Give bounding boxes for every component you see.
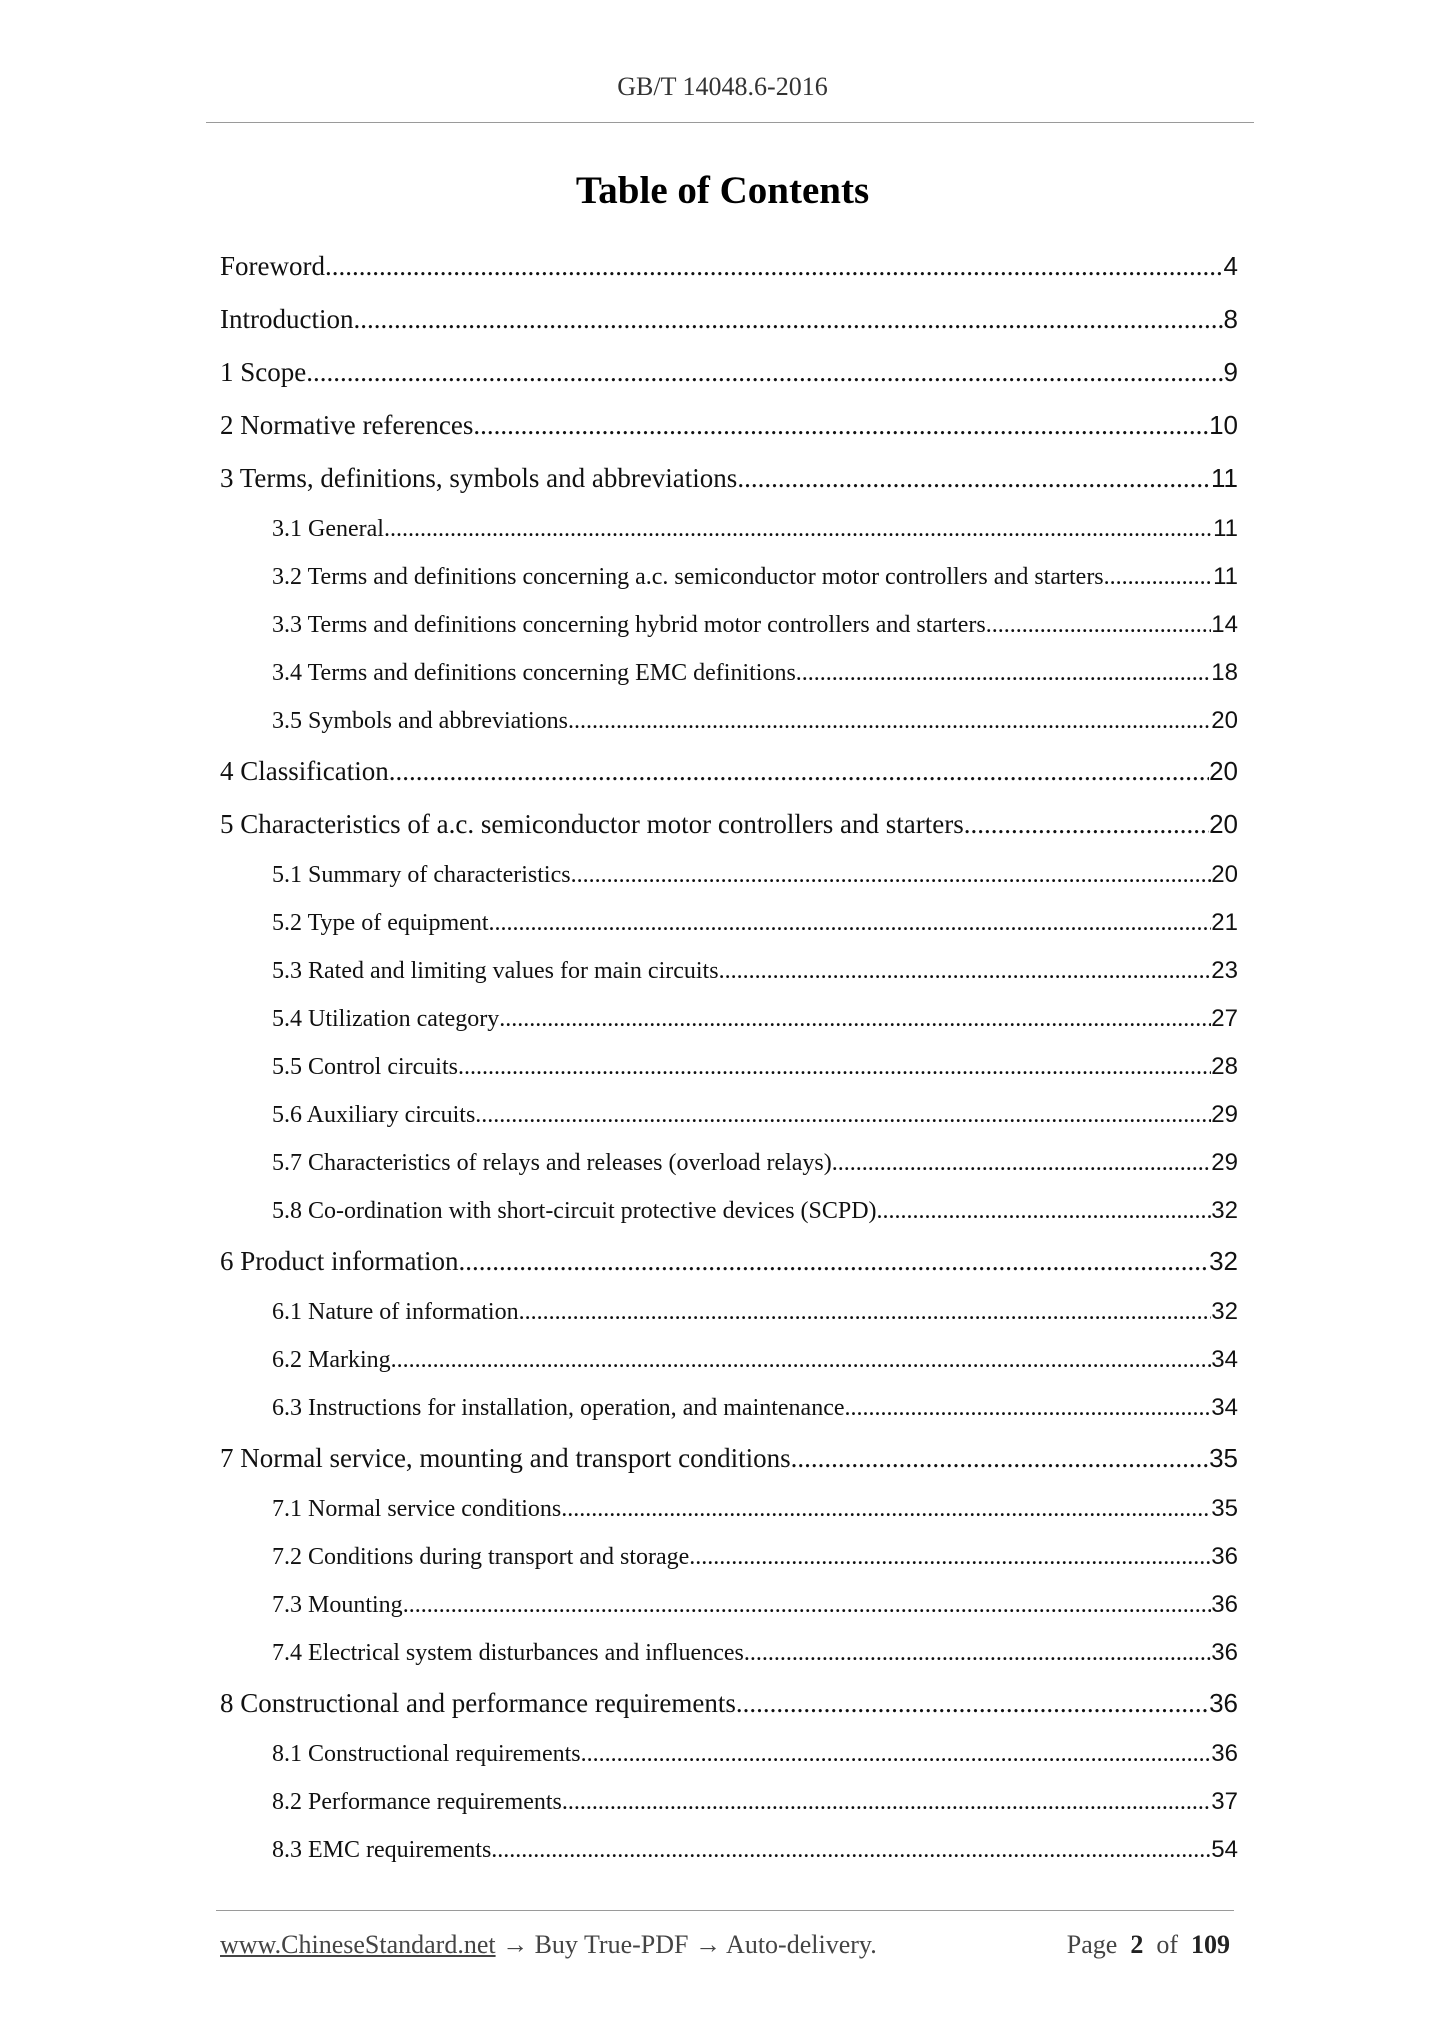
toc-page-number: 32 xyxy=(1211,1298,1238,1325)
toc-page-number: 37 xyxy=(1211,1788,1238,1815)
toc-leader-dots xyxy=(832,1139,1212,1187)
toc-entry-label: 5.4 Utilization category xyxy=(272,1006,500,1032)
toc-subentry[interactable] xyxy=(220,1629,1238,1677)
toc-leader-dots xyxy=(568,697,1211,745)
toc-leader-dots xyxy=(389,745,1209,798)
toc-subentry[interactable] xyxy=(220,601,1238,649)
toc-entry-label: 6.2 Marking xyxy=(272,1347,391,1373)
toc-subentry[interactable] xyxy=(220,1485,1238,1533)
of-word: of xyxy=(1156,1930,1178,1959)
toc-entry-label: 8.2 Performance requirements xyxy=(272,1789,562,1815)
toc-page-number: 9 xyxy=(1223,357,1238,387)
toc-leader-dots xyxy=(491,1826,1211,1874)
toc-page-number: 27 xyxy=(1211,1005,1238,1032)
toc-subentry[interactable] xyxy=(220,947,1238,995)
toc-leader-dots xyxy=(737,452,1211,505)
toc-page-number: 36 xyxy=(1211,1591,1238,1618)
toc-leader-dots xyxy=(561,1485,1211,1533)
toc-entry-label: 7.1 Normal service conditions xyxy=(272,1496,562,1522)
toc-entry[interactable] xyxy=(220,346,1238,399)
toc-page-number: 11 xyxy=(1213,563,1238,590)
current-page-number: 2 xyxy=(1130,1930,1144,1959)
toc-leader-dots xyxy=(489,899,1212,947)
toc-leader-dots xyxy=(719,947,1212,995)
toc-leader-dots xyxy=(458,1043,1211,1091)
document-id-header: GB/T 14048.6-2016 xyxy=(617,72,828,101)
toc-leader-dots xyxy=(581,1730,1212,1778)
toc-entry-label: 3.3 Terms and definitions concerning hybrid motor controllers and starters xyxy=(272,612,986,638)
toc-entry-label: 2 Normative references xyxy=(220,410,474,440)
toc-entry-label: 7.4 Electrical system disturbances and influences xyxy=(272,1640,744,1666)
toc-entry-label: 5.6 Auxiliary circuits xyxy=(272,1102,476,1128)
toc-leader-dots xyxy=(1104,553,1213,601)
toc-page-number: 20 xyxy=(1209,809,1238,839)
toc-entry-label: 5 Characteristics of a.c. semiconductor motor controllers and starters xyxy=(220,809,964,839)
toc-entry-label: 3.2 Terms and definitions concerning a.c. semiconductor motor controllers and starters xyxy=(272,564,1104,590)
toc-leader-dots xyxy=(796,649,1212,697)
toc-subentry[interactable] xyxy=(220,1288,1238,1336)
toc-subentry[interactable] xyxy=(220,649,1238,697)
toc-entry-label: 5.2 Type of equipment xyxy=(272,910,489,936)
toc-leader-dots xyxy=(689,1533,1211,1581)
toc-page-number: 20 xyxy=(1211,707,1238,734)
toc-subentry[interactable] xyxy=(220,1384,1238,1432)
total-pages: 109 xyxy=(1191,1930,1230,1959)
toc-entry[interactable] xyxy=(220,293,1238,346)
toc-subentry[interactable] xyxy=(220,553,1238,601)
toc-subentry[interactable] xyxy=(220,1187,1238,1235)
page-indicator xyxy=(1067,1930,1230,1960)
page-title: Table of Contents xyxy=(575,169,870,212)
toc-page-number: 36 xyxy=(1211,1639,1238,1666)
toc-subentry[interactable] xyxy=(220,1043,1238,1091)
toc-leader-dots xyxy=(475,1091,1211,1139)
toc-subentry[interactable] xyxy=(220,1139,1238,1187)
header-divider xyxy=(206,122,1254,123)
toc-page-number: 23 xyxy=(1211,957,1238,984)
toc-page-number: 35 xyxy=(1209,1443,1238,1473)
toc-page-number: 32 xyxy=(1211,1197,1238,1224)
toc-page-number: 11 xyxy=(1213,515,1238,542)
toc-subentry[interactable] xyxy=(220,851,1238,899)
toc-leader-dots xyxy=(473,399,1209,452)
toc-page-number: 32 xyxy=(1209,1246,1238,1276)
toc-page-number: 4 xyxy=(1223,251,1238,281)
toc-page-number: 14 xyxy=(1211,611,1238,638)
toc-leader-dots xyxy=(403,1581,1212,1629)
website-link[interactable]: www.ChineseStandard.net xyxy=(220,1930,496,1959)
toc-leader-dots xyxy=(736,1677,1209,1730)
toc-entry[interactable] xyxy=(220,1677,1238,1730)
toc-page-number: 36 xyxy=(1211,1740,1238,1767)
toc-entry-label: 5.8 Co-ordination with short-circuit protective devices (SCPD) xyxy=(272,1198,877,1224)
toc-entry[interactable] xyxy=(220,1432,1238,1485)
toc-page-number: 34 xyxy=(1211,1394,1238,1421)
table-of-contents xyxy=(220,240,1238,1874)
footer-divider xyxy=(216,1910,1234,1911)
toc-page-number: 29 xyxy=(1211,1101,1238,1128)
toc-page-number: 28 xyxy=(1211,1053,1238,1080)
toc-leader-dots xyxy=(306,346,1223,399)
toc-entry-label: 7.3 Mounting xyxy=(272,1592,403,1618)
toc-leader-dots xyxy=(744,1629,1211,1677)
toc-subentry[interactable] xyxy=(220,1730,1238,1778)
toc-leader-dots xyxy=(964,798,1209,851)
toc-leader-dots xyxy=(571,851,1212,899)
toc-subentry[interactable] xyxy=(220,1778,1238,1826)
toc-subentry[interactable] xyxy=(220,1091,1238,1139)
toc-leader-dots xyxy=(353,293,1223,346)
toc-page-number: 35 xyxy=(1211,1495,1238,1522)
toc-leader-dots xyxy=(499,995,1211,1043)
toc-leader-dots xyxy=(391,1336,1212,1384)
toc-page-number: 36 xyxy=(1211,1543,1238,1570)
toc-entry-label: 3.5 Symbols and abbreviations xyxy=(272,708,568,734)
toc-entry[interactable] xyxy=(220,240,1238,293)
toc-entry[interactable] xyxy=(220,399,1238,452)
toc-subentry[interactable] xyxy=(220,697,1238,745)
toc-page-number: 10 xyxy=(1209,410,1238,440)
toc-leader-dots xyxy=(562,1778,1211,1826)
toc-entry[interactable] xyxy=(220,798,1238,851)
toc-entry-label: 5.3 Rated and limiting values for main circuits xyxy=(272,958,719,984)
toc-entry-label: 8 Constructional and performance requirements xyxy=(220,1688,736,1718)
footer-tagline: → Buy True-PDF → Auto-delivery. xyxy=(495,1930,877,1959)
toc-entry-label: 6.3 Instructions for installation, operation, and maintenance xyxy=(272,1395,845,1421)
toc-page-number: 54 xyxy=(1211,1836,1238,1863)
toc-leader-dots xyxy=(845,1384,1212,1432)
toc-entry[interactable] xyxy=(220,452,1238,505)
toc-subentry[interactable] xyxy=(220,1336,1238,1384)
toc-leader-dots xyxy=(791,1432,1209,1485)
toc-entry-label: 6 Product information xyxy=(220,1246,459,1276)
toc-subentry[interactable] xyxy=(220,899,1238,947)
footer-left xyxy=(220,1930,877,1960)
toc-page-number: 20 xyxy=(1211,861,1238,888)
toc-page-number: 29 xyxy=(1211,1149,1238,1176)
page-word: Page xyxy=(1066,1930,1118,1959)
toc-page-number: 34 xyxy=(1211,1346,1238,1373)
toc-leader-dots xyxy=(519,1288,1212,1336)
toc-page-number: 8 xyxy=(1223,304,1238,334)
toc-page-number: 11 xyxy=(1211,463,1238,493)
toc-entry-label: 5.1 Summary of characteristics xyxy=(272,862,571,888)
toc-entry-label: 5.5 Control circuits xyxy=(272,1054,458,1080)
toc-subentry[interactable] xyxy=(220,1581,1238,1629)
toc-entry-label: 8.3 EMC requirements xyxy=(272,1837,492,1863)
toc-leader-dots xyxy=(458,1235,1209,1288)
toc-entry-label: 3 Terms, definitions, symbols and abbreviations xyxy=(220,463,738,493)
toc-page-number: 20 xyxy=(1209,756,1238,786)
toc-entry-label: Introduction xyxy=(220,304,354,334)
toc-subentry[interactable] xyxy=(220,1533,1238,1581)
toc-leader-dots xyxy=(384,505,1213,553)
toc-entry-label: 4 Classification xyxy=(220,756,389,786)
toc-entry-label: 7.2 Conditions during transport and storage xyxy=(272,1544,690,1570)
toc-entry-label: 1 Scope xyxy=(220,357,307,387)
toc-leader-dots xyxy=(877,1187,1212,1235)
toc-entry-label: 7 Normal service, mounting and transport conditions xyxy=(220,1443,791,1473)
toc-entry-label: 8.1 Constructional requirements xyxy=(272,1741,581,1767)
toc-page-number: 21 xyxy=(1211,909,1238,936)
toc-entry[interactable] xyxy=(220,1235,1238,1288)
toc-leader-dots xyxy=(986,601,1212,649)
toc-subentry[interactable] xyxy=(220,1826,1238,1874)
toc-subentry[interactable] xyxy=(220,995,1238,1043)
toc-leader-dots xyxy=(325,240,1224,293)
toc-page-number: 36 xyxy=(1209,1688,1238,1718)
toc-entry[interactable] xyxy=(220,745,1238,798)
toc-entry-label: 6.1 Nature of information xyxy=(272,1299,519,1325)
toc-page-number: 18 xyxy=(1211,659,1238,686)
toc-entry-label: Foreword xyxy=(220,251,325,281)
toc-entry-label: 3.4 Terms and definitions concerning EMC definitions xyxy=(272,660,796,686)
toc-entry-label: 5.7 Characteristics of relays and releases (overload relays) xyxy=(272,1150,832,1176)
toc-subentry[interactable] xyxy=(220,505,1238,553)
toc-entry-label: 3.1 General xyxy=(272,516,384,542)
